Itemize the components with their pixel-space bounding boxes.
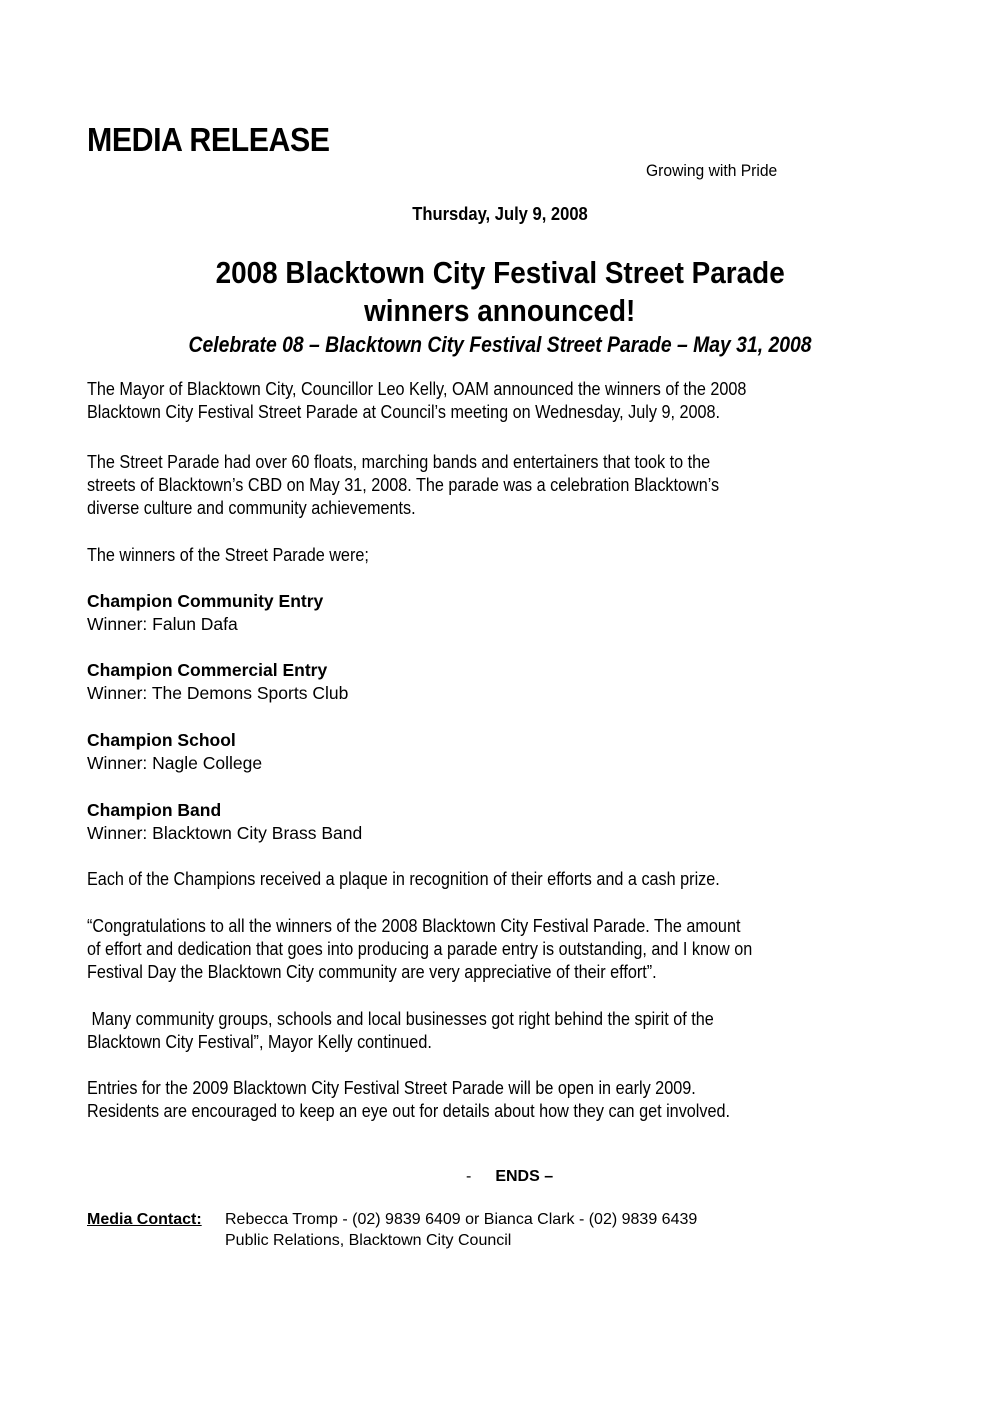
- winner-category: Champion Band: [87, 800, 222, 820]
- winner-category: Champion Commercial Entry: [87, 660, 328, 680]
- paragraph-parade: [87, 451, 789, 520]
- ends-marker: [466, 1168, 553, 1186]
- paragraph-intro: [87, 378, 820, 424]
- document-title: MEDIA RELEASE: [87, 121, 330, 158]
- tagline: Growing with Pride: [646, 161, 778, 180]
- winner-name: Winner: Falun Dafa: [87, 614, 238, 634]
- subheadline-text: Celebrate 08 – Blacktown City Festival Street Parade – May 31, 2008: [188, 332, 812, 357]
- text-line: The Mayor of Blacktown City, Councillor Leo Kelly, OAM announced the winners of the 2008: [87, 379, 747, 399]
- headline-line-2: [0, 293, 1000, 329]
- subheadline: [0, 332, 1000, 358]
- text-line: diverse culture and community achievements.: [87, 498, 416, 518]
- text-line: The winners of the Street Parade were;: [87, 545, 369, 565]
- ends-text: ENDS –: [495, 1168, 554, 1185]
- paragraph-entries: [87, 1077, 801, 1123]
- media-contact-names: Rebecca Tromp - (02) 9839 6409 or Bianca Clark - (02) 9839 6439: [225, 1211, 698, 1228]
- paragraph-continued: [87, 1008, 783, 1054]
- text-line: The Street Parade had over 60 floats, marching bands and entertainers that took to the: [87, 452, 711, 472]
- text-line: of effort and dedication that goes into producing a parade entry is outstanding, and I know on: [87, 939, 753, 959]
- text-line: Blacktown City Festival”, Mayor Kelly continued.: [87, 1032, 432, 1052]
- winner-name: Winner: Blacktown City Brass Band: [87, 823, 363, 843]
- text-line: “Congratulations to all the winners of the 2008 Blacktown City Festival Parade. The amount: [87, 916, 741, 936]
- ends-dash: -: [466, 1168, 472, 1185]
- winner-category: Champion Community Entry: [87, 591, 324, 611]
- winners-intro: [87, 544, 400, 567]
- release-date: Thursday, July 9, 2008: [412, 204, 588, 224]
- text-line: Festival Day the Blacktown City community are very appreciative of their effort”.: [87, 962, 657, 982]
- text-line: Residents are encouraged to keep an eye out for details about how they can get involved.: [87, 1101, 731, 1121]
- headline-line-1: [0, 255, 1000, 291]
- media-contact-label: Media Contact:: [87, 1211, 202, 1228]
- text-line: streets of Blacktown’s CBD on May 31, 2008. The parade was a celebration Blacktown’s: [87, 475, 720, 495]
- paragraph-prize: [87, 868, 790, 891]
- text-line: Entries for the 2009 Blacktown City Festival Street Parade will be open in early 2009.: [87, 1078, 696, 1098]
- media-contact-department: Public Relations, Blacktown City Council: [225, 1232, 512, 1249]
- winner-name: Winner: Nagle College: [87, 753, 263, 773]
- text-line: Blacktown City Festival Street Parade at Council’s meeting on Wednesday, July 9, 2008.: [87, 402, 721, 422]
- headline-text: 2008 Blacktown City Festival Street Parade: [215, 255, 785, 290]
- headline-text: winners announced!: [364, 293, 636, 328]
- text-line: Many community groups, schools and local businesses got right behind the spirit of the: [87, 1009, 714, 1029]
- winner-name: Winner: The Demons Sports Club: [87, 683, 349, 703]
- winner-category: Champion School: [87, 730, 236, 750]
- text-line: Each of the Champions received a plaque in recognition of their efforts and a cash prize.: [87, 869, 720, 889]
- paragraph-quote: [87, 915, 826, 984]
